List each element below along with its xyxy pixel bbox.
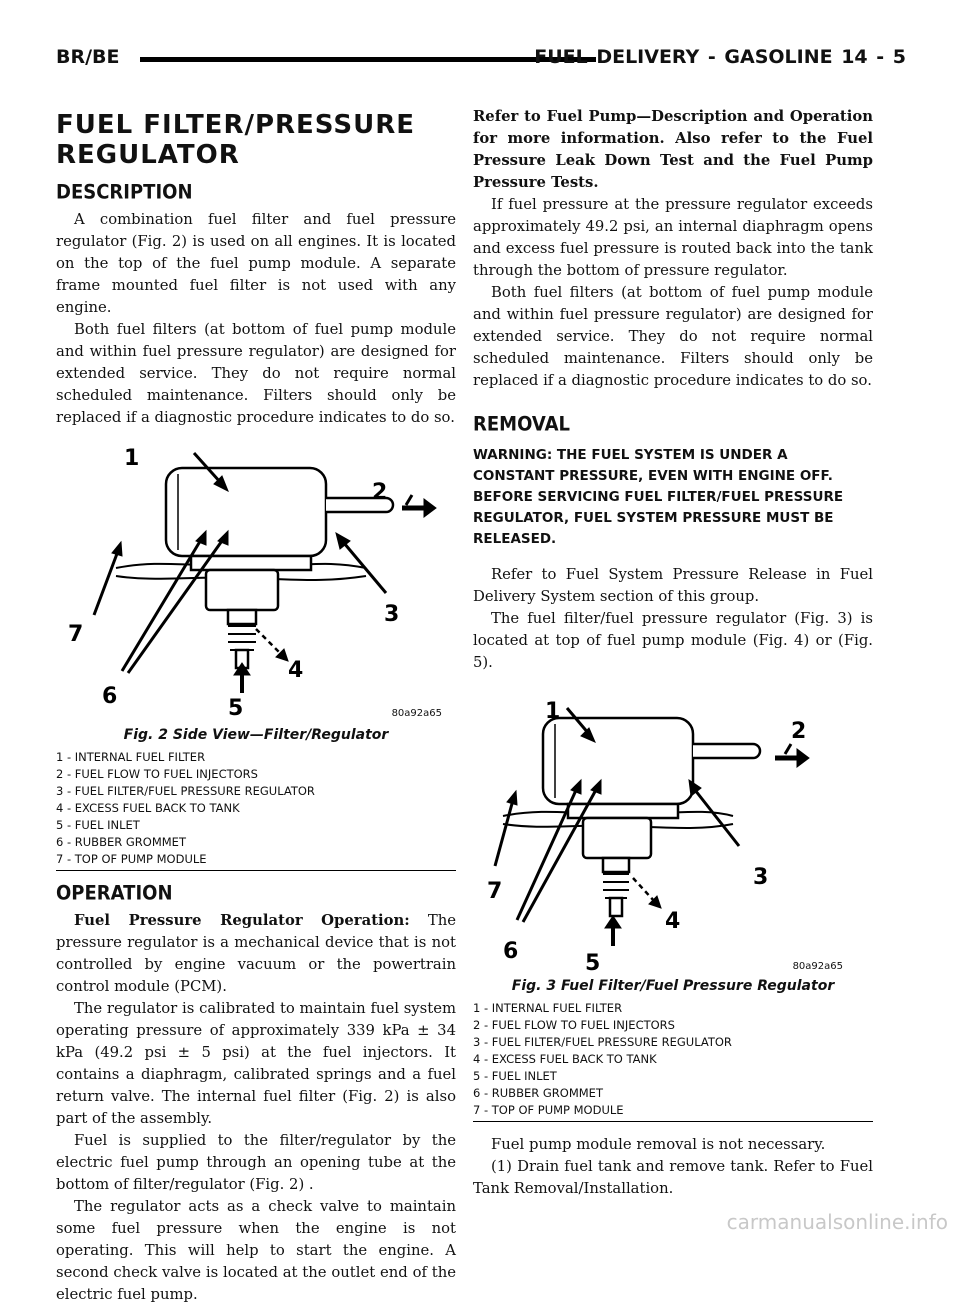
legend-item: 6 - RUBBER GROMMET bbox=[56, 835, 186, 849]
header-model: BR/BE bbox=[56, 46, 120, 68]
description-heading: DESCRIPTION bbox=[56, 180, 193, 205]
legend-item: 1 - INTERNAL FUEL FILTER bbox=[56, 750, 206, 764]
figure-rule bbox=[56, 870, 456, 871]
removal-para-3: Fuel pump module removal is not necessary. bbox=[491, 1136, 826, 1153]
filter-regulator-diagram bbox=[56, 443, 456, 725]
legend-item: 6 - RUBBER GROMMET bbox=[473, 1086, 603, 1100]
page-title: FUEL FILTER/PRESSURE REGULATOR bbox=[56, 110, 415, 170]
operation-para-4-cont: Refer to Fuel Pump—Description and Operation for more information. Also refer to the Fuel Pressure Leak Down Test and the Fuel Pump Pressure Tests. bbox=[473, 108, 873, 191]
operation-heading: OPERATION bbox=[56, 881, 173, 906]
callout-5: 5 bbox=[228, 696, 244, 721]
callout-3: 3 bbox=[753, 865, 769, 890]
figure-2 bbox=[56, 443, 456, 725]
fuel-filter-regulator-diagram bbox=[473, 688, 873, 976]
right-column bbox=[473, 106, 873, 1200]
legend-item: 3 - FUEL FILTER/FUEL PRESSURE REGULATOR bbox=[56, 784, 315, 798]
header-rule bbox=[140, 57, 596, 62]
legend-item: 4 - EXCESS FUEL BACK TO TANK bbox=[56, 801, 240, 815]
figure-3-legend bbox=[473, 1000, 873, 1119]
operation-para-6: Both fuel filters (at bottom of fuel pump module and within fuel pressure regulator) are designed for extended service. They do not require normal scheduled maintenance. Filters should only be replaced if a diagnostic procedure indicates to do so. bbox=[473, 284, 873, 389]
removal-step-1: (1) Drain fuel tank and remove tank. Refer to Fuel Tank Removal/Installation. bbox=[473, 1158, 873, 1197]
callout-7: 7 bbox=[487, 879, 503, 904]
legend-item: 2 - FUEL FLOW TO FUEL INJECTORS bbox=[473, 1018, 675, 1032]
removal-heading: REMOVAL bbox=[473, 412, 570, 437]
callout-1: 1 bbox=[545, 699, 561, 724]
callout-6: 6 bbox=[102, 684, 118, 709]
header-section-page: FUEL DELIVERY - GASOLINE 14 - 5 bbox=[534, 46, 906, 68]
callout-6: 6 bbox=[503, 939, 519, 964]
callout-1: 1 bbox=[124, 446, 140, 471]
operation-para-2: The regulator is calibrated to maintain fuel system operating pressure of approximately 339 kPa ± 34 kPa (49.2 psi ± 5 psi) at the fuel injectors. It contains a diaphragm, calibrated springs and a fuel return valve. The internal fuel filter (Fig. 2) is also part of the assembly. bbox=[56, 1000, 456, 1127]
callout-4: 4 bbox=[665, 909, 681, 934]
figure-3-caption: Fig. 3 Fuel Filter/Fuel Pressure Regulator bbox=[511, 978, 835, 994]
legend-item: 7 - TOP OF PUMP MODULE bbox=[473, 1103, 624, 1117]
removal-para-1: Refer to Fuel System Pressure Release in Fuel Delivery System section of this group. bbox=[473, 566, 873, 605]
operation-para-1: Fuel Pressure Regulator Operation: The pressure regulator is a mechanical device that is not controlled by engine vacuum or the powertrain control module (PCM). bbox=[56, 912, 456, 995]
legend-item: 2 - FUEL FLOW TO FUEL INJECTORS bbox=[56, 767, 258, 781]
figure-2-legend bbox=[56, 749, 456, 868]
callout-2: 2 bbox=[372, 480, 388, 505]
figure-rule bbox=[473, 1121, 873, 1122]
legend-item: 7 - TOP OF PUMP MODULE bbox=[56, 852, 207, 866]
figure-2-caption: Fig. 2 Side View—Filter/Regulator bbox=[123, 727, 389, 743]
warning-text: WARNING: THE FUEL SYSTEM IS UNDER A CONSTANT PRESSURE, EVEN WITH ENGINE OFF. BEFORE SERVICING FUEL FILTER/FUEL PRESSURE REGULATOR, FUEL SYSTEM PRESSURE MUST BE RELEASED. bbox=[473, 447, 844, 547]
figure-3 bbox=[473, 688, 873, 976]
legend-item: 4 - EXCESS FUEL BACK TO TANK bbox=[473, 1052, 657, 1066]
description-para-1: A combination fuel filter and fuel pressure regulator (Fig. 2) is used on all engines. It is located on the top of the fuel pump module. A separate frame mounted fuel filter is not used with any engine. bbox=[56, 211, 456, 316]
description-para-2: Both fuel filters (at bottom of fuel pump module and within fuel pressure regulator) are designed for extended service. They do not require normal scheduled maintenance. Filters should only be replaced if a diagnostic procedure indicates to do so. bbox=[56, 321, 456, 426]
operation-para-4: The regulator acts as a check valve to maintain some fuel pressure when the engine is not operating. This will help to start the engine. A second check valve is located at the outlet end of the electric fuel pump. bbox=[56, 1198, 456, 1303]
operation-para-5: If fuel pressure at the pressure regulator exceeds approximately 49.2 psi, an internal diaphragm opens and excess fuel pressure is routed back into the tank through the bottom of pressure regulator. bbox=[473, 196, 873, 279]
page-header bbox=[56, 44, 906, 74]
callout-7: 7 bbox=[68, 622, 84, 647]
callout-2: 2 bbox=[791, 719, 807, 744]
callout-4: 4 bbox=[288, 658, 304, 683]
removal-para-2: The fuel filter/fuel pressure regulator (Fig. 3) is located at top of fuel pump module (Fig. 4) or (Fig. 5). bbox=[473, 610, 873, 671]
legend-item: 5 - FUEL INLET bbox=[473, 1069, 557, 1083]
left-column bbox=[56, 110, 456, 1306]
figure-id: 80a92a65 bbox=[792, 961, 843, 972]
callout-3: 3 bbox=[384, 602, 400, 627]
callout-5: 5 bbox=[585, 951, 601, 976]
operation-para-3: Fuel is supplied to the filter/regulator by the electric fuel pump through an opening tube at the bottom of filter/regulator (Fig. 2) . bbox=[56, 1132, 456, 1193]
legend-item: 1 - INTERNAL FUEL FILTER bbox=[473, 1001, 623, 1015]
watermark[interactable]: carmanualsonline.info bbox=[726, 1210, 948, 1234]
legend-item: 5 - FUEL INLET bbox=[56, 818, 140, 832]
legend-item: 3 - FUEL FILTER/FUEL PRESSURE REGULATOR bbox=[473, 1035, 732, 1049]
figure-id: 80a92a65 bbox=[391, 708, 442, 719]
